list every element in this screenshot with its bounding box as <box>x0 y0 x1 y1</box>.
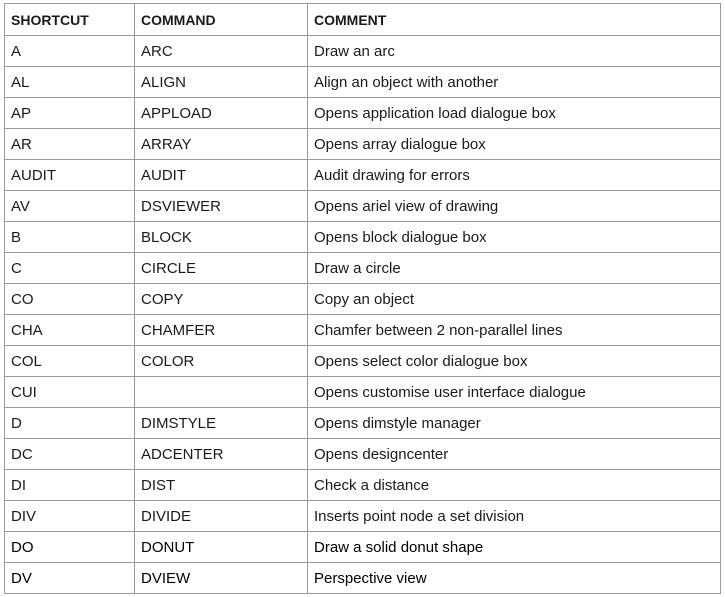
command-cell: DONUT <box>135 532 308 563</box>
table-row <box>5 222 721 253</box>
command-cell: ADCENTER <box>135 439 308 470</box>
command-cell: ALIGN <box>135 67 308 98</box>
command-cell: ARRAY <box>135 129 308 160</box>
shortcut-cell: CO <box>5 284 135 315</box>
comment-cell: Draw a solid donut shape <box>308 532 721 563</box>
comment-cell: Opens array dialogue box <box>308 129 721 160</box>
command-cell: CIRCLE <box>135 253 308 284</box>
command-cell: DIST <box>135 470 308 501</box>
table-row <box>5 67 721 98</box>
shortcut-cell: DO <box>5 532 135 563</box>
table-row <box>5 501 721 532</box>
shortcut-cell: AV <box>5 191 135 222</box>
command-cell: AUDIT <box>135 160 308 191</box>
table-row <box>5 470 721 501</box>
table-row <box>5 253 721 284</box>
shortcut-cell: AP <box>5 98 135 129</box>
comment-cell: Perspective view <box>308 563 721 594</box>
shortcut-table <box>4 3 721 594</box>
table-row <box>5 36 721 67</box>
command-cell: DVIEW <box>135 563 308 594</box>
shortcut-cell: D <box>5 408 135 439</box>
table-row <box>5 98 721 129</box>
comment-cell: Opens ariel view of drawing <box>308 191 721 222</box>
shortcut-cell: A <box>5 36 135 67</box>
comment-cell: Align an object with another <box>308 67 721 98</box>
header-command: COMMAND <box>135 4 308 36</box>
shortcut-cell: AL <box>5 67 135 98</box>
table-row <box>5 315 721 346</box>
table-row <box>5 563 721 594</box>
command-cell: BLOCK <box>135 222 308 253</box>
command-cell: DSVIEWER <box>135 191 308 222</box>
command-cell: DIMSTYLE <box>135 408 308 439</box>
shortcut-cell: CHA <box>5 315 135 346</box>
shortcut-cell: DIV <box>5 501 135 532</box>
comment-cell: Draw an arc <box>308 36 721 67</box>
comment-cell: Draw a circle <box>308 253 721 284</box>
table-row <box>5 408 721 439</box>
comment-cell: Opens application load dialogue box <box>308 98 721 129</box>
comment-cell: Inserts point node a set division <box>308 501 721 532</box>
table-row <box>5 191 721 222</box>
command-cell: COLOR <box>135 346 308 377</box>
shortcut-cell: DV <box>5 563 135 594</box>
comment-cell: Chamfer between 2 non-parallel lines <box>308 315 721 346</box>
shortcut-cell: C <box>5 253 135 284</box>
comment-cell: Opens dimstyle manager <box>308 408 721 439</box>
table-body <box>5 36 721 594</box>
comment-cell: Opens select color dialogue box <box>308 346 721 377</box>
shortcut-cell: B <box>5 222 135 253</box>
table-row <box>5 284 721 315</box>
command-cell: CHAMFER <box>135 315 308 346</box>
header-comment: COMMENT <box>308 4 721 36</box>
shortcut-cell: DI <box>5 470 135 501</box>
comment-cell: Opens block dialogue box <box>308 222 721 253</box>
command-cell <box>135 377 308 408</box>
comment-cell: Copy an object <box>308 284 721 315</box>
table-row <box>5 129 721 160</box>
comment-cell: Check a distance <box>308 470 721 501</box>
shortcut-cell: AR <box>5 129 135 160</box>
table-row <box>5 439 721 470</box>
header-shortcut: SHORTCUT <box>5 4 135 36</box>
table-row <box>5 160 721 191</box>
shortcut-cell: CUI <box>5 377 135 408</box>
command-cell: APPLOAD <box>135 98 308 129</box>
shortcut-cell: COL <box>5 346 135 377</box>
command-cell: ARC <box>135 36 308 67</box>
table-row <box>5 532 721 563</box>
command-cell: DIVIDE <box>135 501 308 532</box>
comment-cell: Opens customise user interface dialogue <box>308 377 721 408</box>
table-row <box>5 377 721 408</box>
header-row <box>5 4 721 36</box>
comment-cell: Audit drawing for errors <box>308 160 721 191</box>
shortcut-cell: AUDIT <box>5 160 135 191</box>
comment-cell: Opens designcenter <box>308 439 721 470</box>
command-cell: COPY <box>135 284 308 315</box>
shortcut-cell: DC <box>5 439 135 470</box>
table-row <box>5 346 721 377</box>
